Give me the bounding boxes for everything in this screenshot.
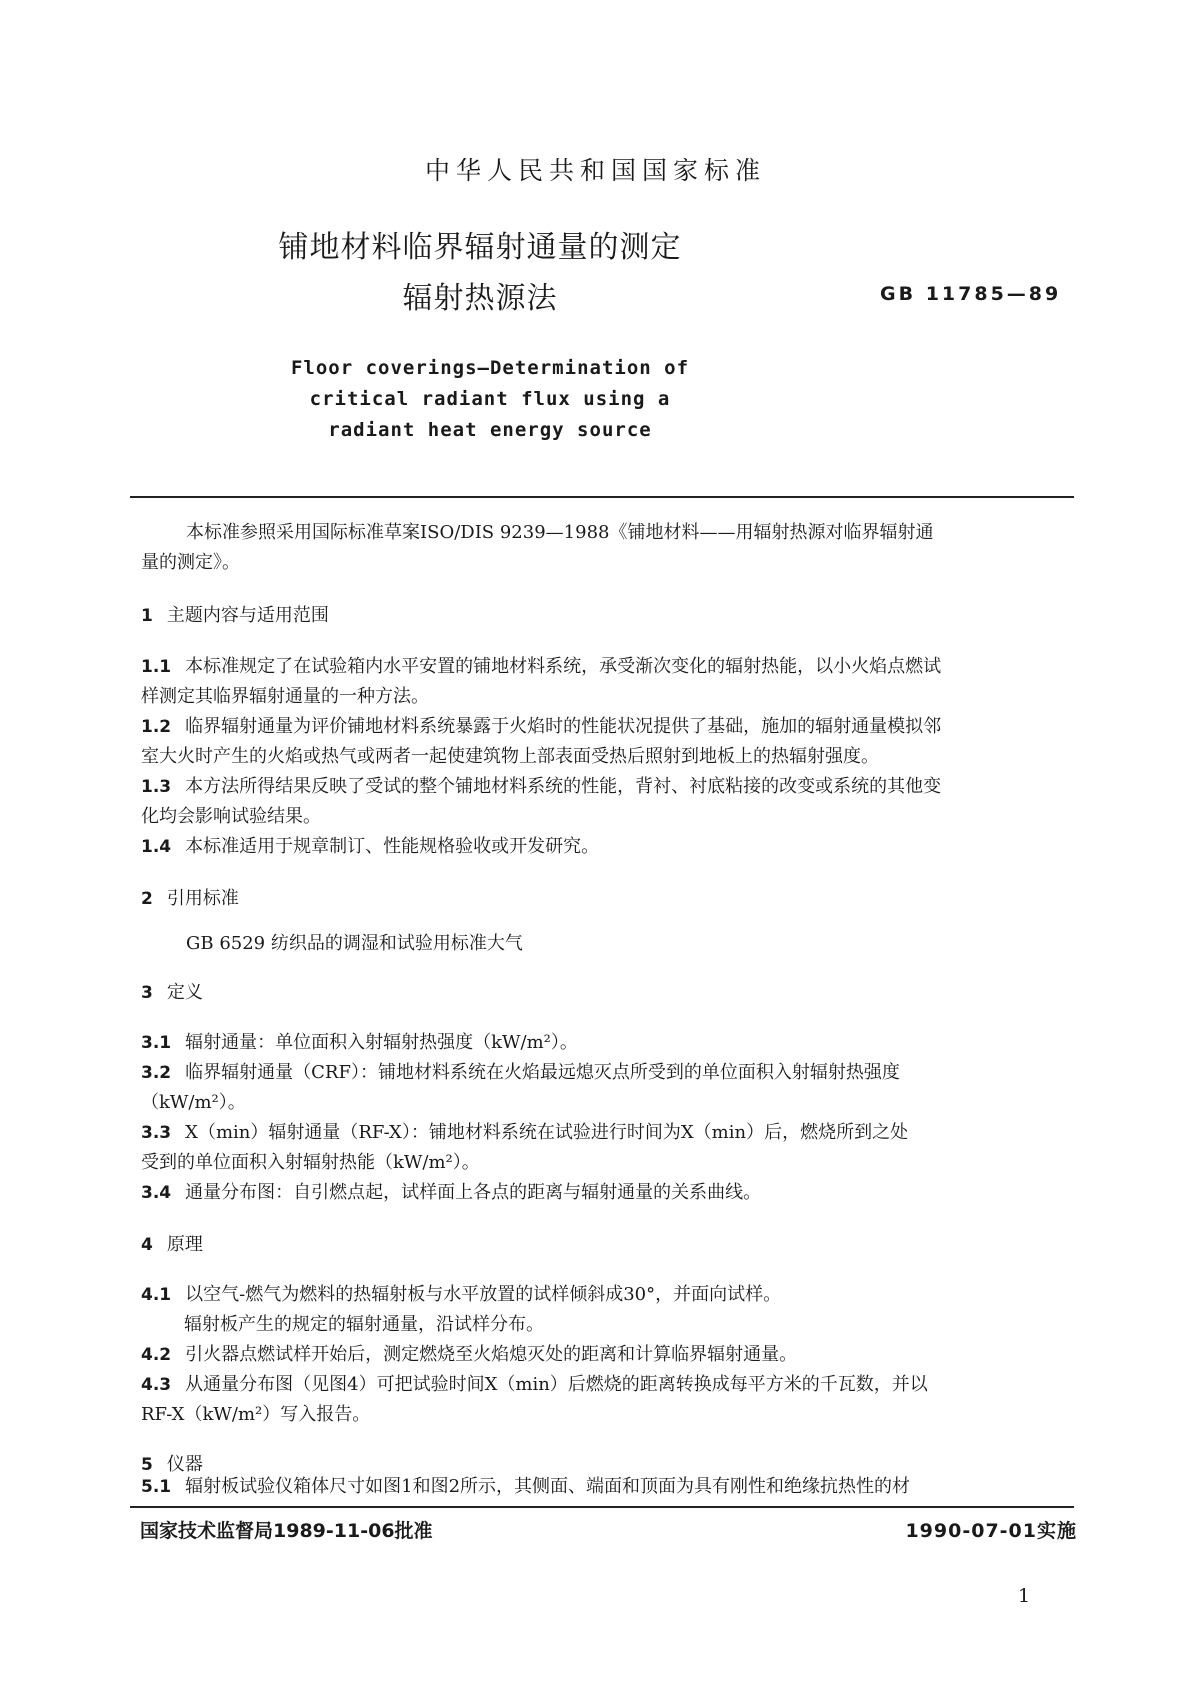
section-title: 仪器	[166, 1454, 203, 1475]
approval-date: 国家技术监督局1989-11-06批准	[140, 1520, 433, 1542]
section-title: 定义	[166, 982, 203, 1003]
clause-number: 1.3	[141, 777, 172, 797]
clause-3-3-line1	[141, 1119, 1077, 1147]
clause-text: 本标准适用于规章制订、性能规格验收或开发研究。	[185, 836, 600, 857]
clause-number: 3.3	[141, 1123, 172, 1143]
section-2-heading	[141, 885, 1077, 913]
english-title	[280, 353, 700, 446]
section-number: 3	[141, 983, 153, 1003]
section-title: 引用标准	[166, 888, 239, 909]
referenced-standard: GB 6529 纺织品的调湿和试验用标准大气	[186, 933, 523, 954]
clause-1-1-line1	[141, 653, 1077, 681]
clause-number: 4.1	[141, 1285, 172, 1305]
clause-1-4	[141, 833, 1077, 861]
clause-1-3-line2: 化均会影响试验结果。	[141, 806, 321, 827]
clause-3-2-line1	[141, 1059, 1077, 1087]
clause-number: 1.1	[141, 657, 172, 677]
section-number: 2	[141, 889, 153, 909]
section-number: 5	[141, 1455, 153, 1475]
clause-1-2-line1	[141, 713, 1077, 741]
clause-1-2-line2: 室大火时产生的火焰或热气或两者一起使建筑物上部表面受热后照射到地板上的热辐射强度。	[141, 746, 879, 767]
clause-1-1-line2: 样测定其临界辐射通量的一种方法。	[141, 686, 429, 707]
clause-text: 从通量分布图（见图4）可把试验时间X（min）后燃烧的距离转换成每平方米的千瓦数，并以	[185, 1374, 928, 1395]
clause-text: X（min）辐射通量（RF-X）：铺地材料系统在试验进行时间为X（min）后，燃烧所到之处	[185, 1122, 909, 1143]
document-header: 中华人民共和国国家标准	[424, 156, 766, 185]
clause-4-3-line1	[141, 1371, 1077, 1399]
standard-number: GB 11785—89	[880, 283, 1062, 305]
chinese-title-line1: 铺地材料临界辐射通量的测定	[278, 230, 682, 265]
clause-4-3-line2: RF-X（kW/m²）写入报告。	[141, 1404, 371, 1425]
clause-3-4	[141, 1179, 1077, 1207]
section-title: 主题内容与适用范围	[166, 605, 329, 626]
english-title-line: Floor coverings—Determination of	[290, 357, 690, 379]
clause-number: 1.2	[141, 717, 172, 737]
section-3-heading	[141, 979, 1077, 1007]
section-title: 原理	[166, 1234, 203, 1255]
clause-3-3-line2: 受到的单位面积入射辐射热能（kW/m²）。	[141, 1152, 480, 1173]
english-title-line: radiant heat energy source	[328, 419, 652, 441]
section-number: 1	[141, 606, 153, 626]
clause-text: 引火器点燃试样开始后，测定燃烧至火焰熄灭处的距离和计算临界辐射通量。	[185, 1344, 798, 1365]
clause-number: 1.4	[141, 837, 172, 857]
english-title-line: critical radiant flux using a	[309, 388, 671, 410]
section-1-heading	[141, 602, 1077, 630]
clause-text: 本方法所得结果反映了受试的整个铺地材料系统的性能，背衬、衬底粘接的改变或系统的其他变	[185, 776, 942, 797]
page-number: 1	[1018, 1585, 1031, 1607]
clause-number: 3.4	[141, 1183, 172, 1203]
clause-number: 5.1	[141, 1477, 172, 1497]
clause-text: 临界辐射通量为评价铺地材料系统暴露于火焰时的性能状况提供了基础，施加的辐射通量模拟邻	[185, 716, 942, 737]
clause-4-2	[141, 1341, 1077, 1369]
intro-line2: 量的测定》。	[141, 552, 240, 573]
clause-text: 以空气-燃气为燃料的热辐射板与水平放置的试样倾斜成30°，并面向试样。	[185, 1284, 782, 1305]
section-4-heading	[141, 1231, 1077, 1259]
clause-number: 3.2	[141, 1063, 172, 1083]
clause-5-1	[141, 1473, 1077, 1501]
clause-text: 本标准规定了在试验箱内水平安置的铺地材料系统，承受渐次变化的辐射热能，以小火焰点燃试	[185, 656, 942, 677]
clause-text: 临界辐射通量（CRF）：铺地材料系统在火焰最远熄灭点所受到的单位面积入射辐射热强度	[185, 1062, 900, 1083]
clause-3-2-line2: （kW/m²）。	[141, 1092, 246, 1113]
clause-number: 4.2	[141, 1345, 172, 1365]
clause-text: 通量分布图：自引燃点起，试样面上各点的距离与辐射通量的关系曲线。	[185, 1182, 762, 1203]
clause-text: 辐射通量：单位面积入射辐射热强度（kW/m²）。	[185, 1032, 578, 1053]
clause-text: 辐射板试验仪箱体尺寸如图1和图2所示，其侧面、端面和顶面为具有刚性和绝缘抗热性的材	[185, 1476, 911, 1497]
effective-date: 1990-07-01实施	[905, 1520, 1077, 1542]
footer-divider	[130, 1506, 1074, 1508]
header-divider	[130, 496, 1074, 498]
chinese-title-line2: 辐射热源法	[402, 281, 558, 316]
clause-number: 4.3	[141, 1375, 172, 1395]
intro-line1: 本标准参照采用国际标准草案ISO/DIS 9239—1988《铺地材料——用辐射热源对临界辐射通	[186, 522, 934, 543]
clause-number: 3.1	[141, 1033, 172, 1053]
clause-4-1-line2: 辐射板产生的规定的辐射通量，沿试样分布。	[184, 1314, 544, 1335]
clause-1-3-line1	[141, 773, 1077, 801]
section-number: 4	[141, 1235, 153, 1255]
clause-3-1	[141, 1029, 1077, 1057]
clause-4-1-line1	[141, 1281, 1077, 1309]
